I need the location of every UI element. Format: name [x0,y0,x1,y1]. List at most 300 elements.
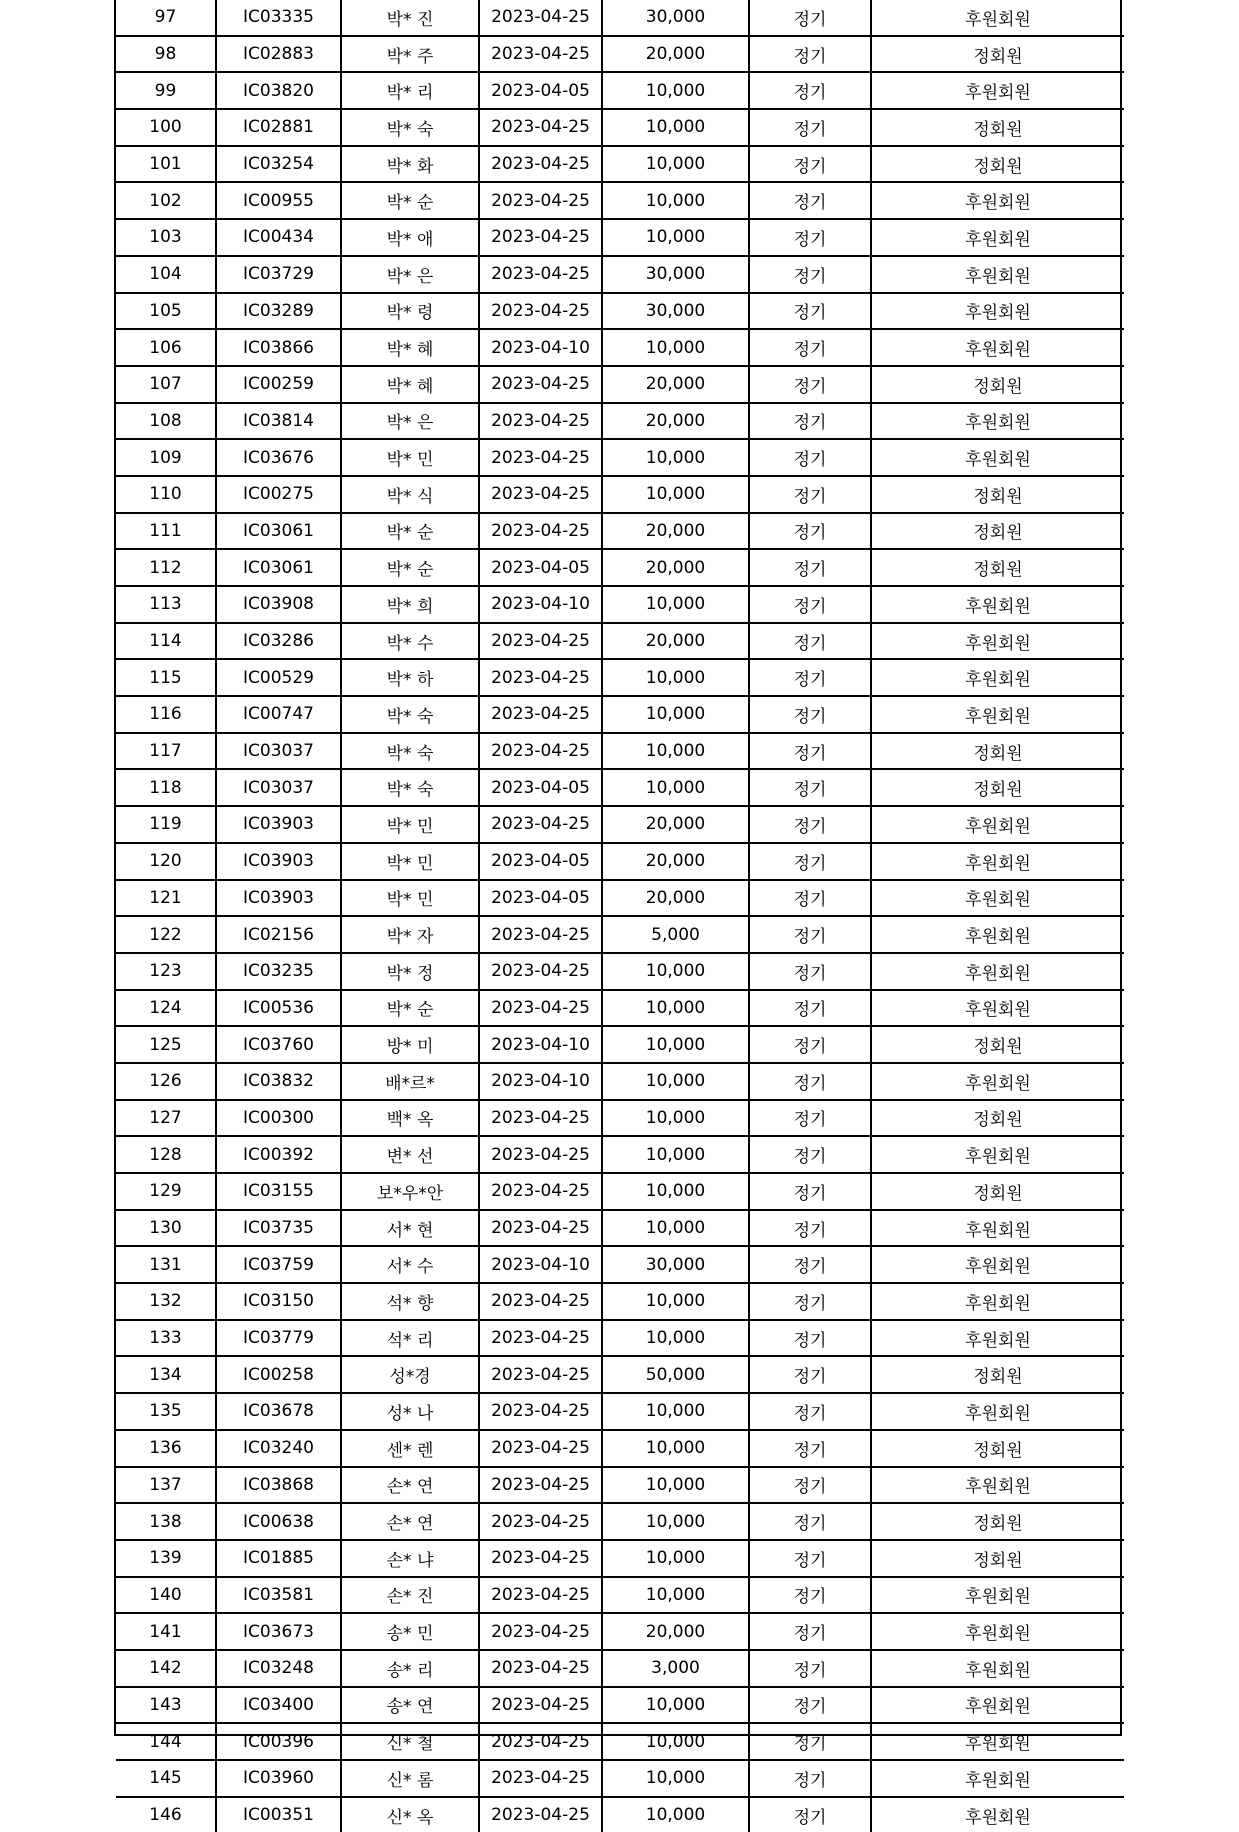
member-grade-cell: 정회원 [871,1430,1124,1467]
donation-table-container [114,0,1122,1828]
amount-cell: 50,000 [602,1356,749,1393]
member-id-cell: IC00259 [216,366,341,403]
member-id-cell: IC00434 [216,219,341,256]
payment-type-cell: 정기 [749,659,871,696]
payment-type-cell: 정기 [749,1797,871,1832]
member-name-cell: 박* 희 [341,586,479,623]
row-number-cell: 146 [116,1797,216,1832]
member-grade-cell: 후원회원 [871,843,1124,880]
payment-type-cell: 정기 [749,769,871,806]
amount-cell: 10,000 [602,990,749,1027]
payment-date-cell: 2023-04-05 [479,549,602,586]
member-grade-cell: 후원회원 [871,0,1124,36]
member-grade-cell: 후원회원 [871,293,1124,330]
payment-date-cell: 2023-04-05 [479,880,602,917]
payment-type-cell: 정기 [749,146,871,183]
payment-date-cell: 2023-04-25 [479,953,602,990]
payment-date-cell: 2023-04-10 [479,1063,602,1100]
member-name-cell: 손* 연 [341,1467,479,1504]
amount-cell: 10,000 [602,329,749,366]
member-grade-cell: 후원회원 [871,1063,1124,1100]
payment-date-cell: 2023-04-25 [479,1503,602,1540]
member-grade-cell: 후원회원 [871,439,1124,476]
member-grade-cell: 후원회원 [871,623,1124,660]
payment-type-cell: 정기 [749,329,871,366]
payment-date-cell: 2023-04-25 [479,513,602,550]
amount-cell: 20,000 [602,623,749,660]
row-number-cell: 104 [116,256,216,293]
member-id-cell: IC00392 [216,1136,341,1173]
table-row [116,1136,1124,1173]
payment-date-cell: 2023-04-10 [479,1026,602,1063]
row-number-cell: 142 [116,1650,216,1687]
payment-date-cell: 2023-04-25 [479,1320,602,1357]
payment-date-cell: 2023-04-25 [479,990,602,1027]
member-grade-cell: 정회원 [871,109,1124,146]
amount-cell: 10,000 [602,1467,749,1504]
member-grade-cell: 정회원 [871,366,1124,403]
member-grade-cell: 후원회원 [871,182,1124,219]
member-grade-cell: 후원회원 [871,953,1124,990]
row-number-cell: 105 [116,293,216,330]
member-grade-cell: 정회원 [871,1503,1124,1540]
member-grade-cell: 후원회원 [871,1246,1124,1283]
table-row [116,72,1124,109]
table-row [116,1503,1124,1540]
row-number-cell: 109 [116,439,216,476]
payment-type-cell: 정기 [749,880,871,917]
row-number-cell: 99 [116,72,216,109]
table-row [116,659,1124,696]
table-row [116,1723,1124,1760]
amount-cell: 10,000 [602,219,749,256]
member-grade-cell: 후원회원 [871,1210,1124,1247]
member-id-cell: IC03820 [216,72,341,109]
table-row [116,1760,1124,1797]
member-grade-cell: 정회원 [871,476,1124,513]
payment-type-cell: 정기 [749,1283,871,1320]
payment-type-cell: 정기 [749,403,871,440]
row-number-cell: 121 [116,880,216,917]
payment-date-cell: 2023-04-25 [479,1577,602,1614]
payment-type-cell: 정기 [749,1503,871,1540]
payment-type-cell: 정기 [749,1026,871,1063]
table-row [116,1246,1124,1283]
payment-type-cell: 정기 [749,916,871,953]
row-number-cell: 136 [116,1430,216,1467]
member-id-cell: IC03729 [216,256,341,293]
member-grade-cell: 후원회원 [871,1650,1124,1687]
member-id-cell: IC03061 [216,549,341,586]
table-row [116,953,1124,990]
payment-date-cell: 2023-04-05 [479,843,602,880]
amount-cell: 20,000 [602,843,749,880]
payment-type-cell: 정기 [749,1687,871,1724]
member-name-cell: 박* 순 [341,182,479,219]
row-number-cell: 129 [116,1173,216,1210]
amount-cell: 10,000 [602,1173,749,1210]
member-grade-cell: 후원회원 [871,1393,1124,1430]
member-id-cell: IC03235 [216,953,341,990]
member-name-cell: 손* 진 [341,1577,479,1614]
amount-cell: 10,000 [602,1723,749,1760]
payment-date-cell: 2023-04-25 [479,256,602,293]
table-row [116,1063,1124,1100]
row-number-cell: 144 [116,1723,216,1760]
amount-cell: 20,000 [602,880,749,917]
row-number-cell: 130 [116,1210,216,1247]
amount-cell: 10,000 [602,1503,749,1540]
payment-type-cell: 정기 [749,1540,871,1577]
payment-type-cell: 정기 [749,1100,871,1137]
table-row [116,366,1124,403]
table-row [116,1430,1124,1467]
table-row [116,549,1124,586]
payment-date-cell: 2023-04-05 [479,769,602,806]
payment-type-cell: 정기 [749,1246,871,1283]
payment-type-cell: 정기 [749,36,871,73]
amount-cell: 10,000 [602,696,749,733]
table-row [116,1797,1124,1832]
member-id-cell: IC03960 [216,1760,341,1797]
payment-date-cell: 2023-04-25 [479,182,602,219]
member-grade-cell: 후원회원 [871,1467,1124,1504]
member-name-cell: 변* 선 [341,1136,479,1173]
payment-type-cell: 정기 [749,109,871,146]
member-name-cell: 박* 숙 [341,109,479,146]
member-name-cell: 박* 리 [341,72,479,109]
amount-cell: 10,000 [602,1430,749,1467]
payment-type-cell: 정기 [749,1577,871,1614]
payment-type-cell: 정기 [749,1723,871,1760]
member-id-cell: IC03335 [216,0,341,36]
payment-date-cell: 2023-04-25 [479,1210,602,1247]
amount-cell: 10,000 [602,733,749,770]
member-grade-cell: 정회원 [871,1540,1124,1577]
member-grade-cell: 후원회원 [871,696,1124,733]
row-number-cell: 102 [116,182,216,219]
payment-date-cell: 2023-04-25 [479,1393,602,1430]
payment-date-cell: 2023-04-05 [479,72,602,109]
member-id-cell: IC03037 [216,733,341,770]
payment-date-cell: 2023-04-25 [479,1136,602,1173]
payment-date-cell: 2023-04-25 [479,1100,602,1137]
payment-date-cell: 2023-04-25 [479,916,602,953]
payment-date-cell: 2023-04-25 [479,476,602,513]
payment-date-cell: 2023-04-25 [479,1687,602,1724]
member-name-cell: 박* 혜 [341,366,479,403]
payment-type-cell: 정기 [749,586,871,623]
member-grade-cell: 후원회원 [871,1136,1124,1173]
member-name-cell: 방* 미 [341,1026,479,1063]
member-id-cell: IC03240 [216,1430,341,1467]
payment-type-cell: 정기 [749,990,871,1027]
member-name-cell: 박* 정 [341,953,479,990]
table-row [116,769,1124,806]
payment-date-cell: 2023-04-25 [479,1356,602,1393]
row-number-cell: 118 [116,769,216,806]
payment-type-cell: 정기 [749,1063,871,1100]
member-name-cell: 송* 리 [341,1650,479,1687]
table-row [116,1613,1124,1650]
row-number-cell: 103 [116,219,216,256]
row-number-cell: 107 [116,366,216,403]
payment-type-cell: 정기 [749,953,871,990]
member-id-cell: IC03248 [216,1650,341,1687]
member-id-cell: IC00396 [216,1723,341,1760]
member-id-cell: IC03676 [216,439,341,476]
table-row [116,293,1124,330]
payment-date-cell: 2023-04-25 [479,36,602,73]
row-number-cell: 98 [116,36,216,73]
amount-cell: 10,000 [602,659,749,696]
payment-type-cell: 정기 [749,366,871,403]
amount-cell: 20,000 [602,36,749,73]
member-id-cell: IC03908 [216,586,341,623]
member-name-cell: 박* 숙 [341,733,479,770]
table-row [116,806,1124,843]
table-row [116,623,1124,660]
member-id-cell: IC01885 [216,1540,341,1577]
member-id-cell: IC03254 [216,146,341,183]
member-name-cell: 박* 주 [341,36,479,73]
amount-cell: 10,000 [602,1320,749,1357]
member-name-cell: 신* 옥 [341,1797,479,1832]
member-grade-cell: 후원회원 [871,1320,1124,1357]
member-name-cell: 박* 숙 [341,769,479,806]
table-row [116,586,1124,623]
member-name-cell: 박* 민 [341,843,479,880]
payment-date-cell: 2023-04-25 [479,1540,602,1577]
amount-cell: 10,000 [602,1136,749,1173]
table-row [116,403,1124,440]
table-row [116,696,1124,733]
member-name-cell: 박* 순 [341,990,479,1027]
member-name-cell: 박* 자 [341,916,479,953]
payment-date-cell: 2023-04-25 [479,366,602,403]
table-row [116,146,1124,183]
row-number-cell: 128 [116,1136,216,1173]
payment-date-cell: 2023-04-25 [479,696,602,733]
payment-date-cell: 2023-04-25 [479,219,602,256]
member-id-cell: IC00638 [216,1503,341,1540]
row-number-cell: 145 [116,1760,216,1797]
member-name-cell: 박* 수 [341,623,479,660]
payment-date-cell: 2023-04-10 [479,329,602,366]
member-name-cell: 박* 순 [341,513,479,550]
row-number-cell: 133 [116,1320,216,1357]
row-number-cell: 143 [116,1687,216,1724]
table-body [116,0,1124,1832]
member-name-cell: 신* 롬 [341,1760,479,1797]
member-name-cell: 석* 리 [341,1320,479,1357]
table-row [116,476,1124,513]
member-grade-cell: 후원회원 [871,1723,1124,1760]
payment-type-cell: 정기 [749,696,871,733]
table-row [116,219,1124,256]
row-number-cell: 139 [116,1540,216,1577]
row-number-cell: 108 [116,403,216,440]
row-number-cell: 117 [116,733,216,770]
table-row [116,1356,1124,1393]
row-number-cell: 110 [116,476,216,513]
member-grade-cell: 후원회원 [871,916,1124,953]
table-row [116,513,1124,550]
member-name-cell: 박* 은 [341,256,479,293]
payment-type-cell: 정기 [749,219,871,256]
payment-type-cell: 정기 [749,1430,871,1467]
member-id-cell: IC03150 [216,1283,341,1320]
payment-type-cell: 정기 [749,806,871,843]
member-id-cell: IC02881 [216,109,341,146]
member-name-cell: 백* 옥 [341,1100,479,1137]
payment-type-cell: 정기 [749,182,871,219]
member-grade-cell: 후원회원 [871,329,1124,366]
row-number-cell: 141 [116,1613,216,1650]
member-id-cell: IC00351 [216,1797,341,1832]
amount-cell: 10,000 [602,72,749,109]
amount-cell: 30,000 [602,256,749,293]
payment-type-cell: 정기 [749,1393,871,1430]
member-name-cell: 센* 렌 [341,1430,479,1467]
row-number-cell: 101 [116,146,216,183]
row-number-cell: 127 [116,1100,216,1137]
row-number-cell: 132 [116,1283,216,1320]
table-row [116,439,1124,476]
amount-cell: 10,000 [602,146,749,183]
member-id-cell: IC03286 [216,623,341,660]
payment-type-cell: 정기 [749,1760,871,1797]
member-grade-cell: 정회원 [871,1173,1124,1210]
table-row [116,329,1124,366]
row-number-cell: 116 [116,696,216,733]
member-name-cell: 박* 숙 [341,696,479,733]
payment-date-cell: 2023-04-25 [479,1467,602,1504]
member-id-cell: IC03814 [216,403,341,440]
amount-cell: 20,000 [602,366,749,403]
amount-cell: 20,000 [602,1613,749,1650]
table-row [116,916,1124,953]
amount-cell: 10,000 [602,109,749,146]
amount-cell: 3,000 [602,1650,749,1687]
row-number-cell: 100 [116,109,216,146]
member-grade-cell: 후원회원 [871,72,1124,109]
member-grade-cell: 후원회원 [871,1283,1124,1320]
payment-date-cell: 2023-04-25 [479,733,602,770]
amount-cell: 30,000 [602,293,749,330]
amount-cell: 10,000 [602,1540,749,1577]
member-name-cell: 서* 현 [341,1210,479,1247]
member-id-cell: IC03759 [216,1246,341,1283]
payment-type-cell: 정기 [749,439,871,476]
payment-type-cell: 정기 [749,1650,871,1687]
row-number-cell: 140 [116,1577,216,1614]
payment-type-cell: 정기 [749,1136,871,1173]
member-id-cell: IC00747 [216,696,341,733]
payment-type-cell: 정기 [749,293,871,330]
table-row [116,1283,1124,1320]
member-grade-cell: 후원회원 [871,806,1124,843]
amount-cell: 10,000 [602,1760,749,1797]
row-number-cell: 114 [116,623,216,660]
amount-cell: 10,000 [602,1687,749,1724]
row-number-cell: 137 [116,1467,216,1504]
row-number-cell: 123 [116,953,216,990]
payment-date-cell: 2023-04-25 [479,293,602,330]
member-name-cell: 박* 령 [341,293,479,330]
payment-type-cell: 정기 [749,1613,871,1650]
member-id-cell: IC00300 [216,1100,341,1137]
member-grade-cell: 정회원 [871,146,1124,183]
amount-cell: 30,000 [602,1246,749,1283]
member-grade-cell: 후원회원 [871,403,1124,440]
payment-date-cell: 2023-04-25 [479,1760,602,1797]
member-id-cell: IC00258 [216,1356,341,1393]
table-row [116,880,1124,917]
member-grade-cell: 후원회원 [871,219,1124,256]
payment-date-cell: 2023-04-25 [479,1797,602,1832]
member-name-cell: 손* 연 [341,1503,479,1540]
amount-cell: 10,000 [602,1210,749,1247]
table-row [116,109,1124,146]
member-name-cell: 석* 향 [341,1283,479,1320]
table-row [116,1687,1124,1724]
row-number-cell: 112 [116,549,216,586]
amount-cell: 10,000 [602,476,749,513]
payment-date-cell: 2023-04-25 [479,806,602,843]
member-grade-cell: 후원회원 [871,1613,1124,1650]
member-id-cell: IC03289 [216,293,341,330]
member-id-cell: IC00529 [216,659,341,696]
payment-type-cell: 정기 [749,623,871,660]
member-name-cell: 성*경 [341,1356,479,1393]
member-id-cell: IC03868 [216,1467,341,1504]
amount-cell: 10,000 [602,1577,749,1614]
row-number-cell: 135 [116,1393,216,1430]
member-grade-cell: 정회원 [871,513,1124,550]
row-number-cell: 97 [154,7,177,28]
payment-type-cell: 정기 [749,0,871,36]
member-id-cell: IC03903 [216,843,341,880]
member-id-cell: IC02883 [216,36,341,73]
table-row [116,733,1124,770]
row-number-cell: 125 [116,1026,216,1063]
member-id-cell: IC03903 [216,806,341,843]
member-id-cell: IC03735 [216,1210,341,1247]
member-id-cell: IC03673 [216,1613,341,1650]
member-name-cell: 서* 수 [341,1246,479,1283]
member-name-cell: 박* 하 [341,659,479,696]
table-row [116,1320,1124,1357]
amount-cell: 10,000 [602,586,749,623]
amount-cell: 10,000 [602,1100,749,1137]
member-name-cell: 박* 민 [341,880,479,917]
payment-type-cell: 정기 [749,1320,871,1357]
member-id-cell: IC03061 [216,513,341,550]
member-name-cell: 박* 민 [341,806,479,843]
member-name-cell: 손* 냐 [341,1540,479,1577]
row-number-cell: 120 [116,843,216,880]
row-number-cell: 134 [116,1356,216,1393]
amount-cell: 10,000 [602,769,749,806]
payment-type-cell: 정기 [749,1356,871,1393]
member-grade-cell: 후원회원 [871,586,1124,623]
member-grade-cell: 정회원 [871,549,1124,586]
member-id-cell: IC03779 [216,1320,341,1357]
member-name-cell: 박* 식 [341,476,479,513]
table-row [116,1026,1124,1063]
amount-cell: 10,000 [602,1026,749,1063]
